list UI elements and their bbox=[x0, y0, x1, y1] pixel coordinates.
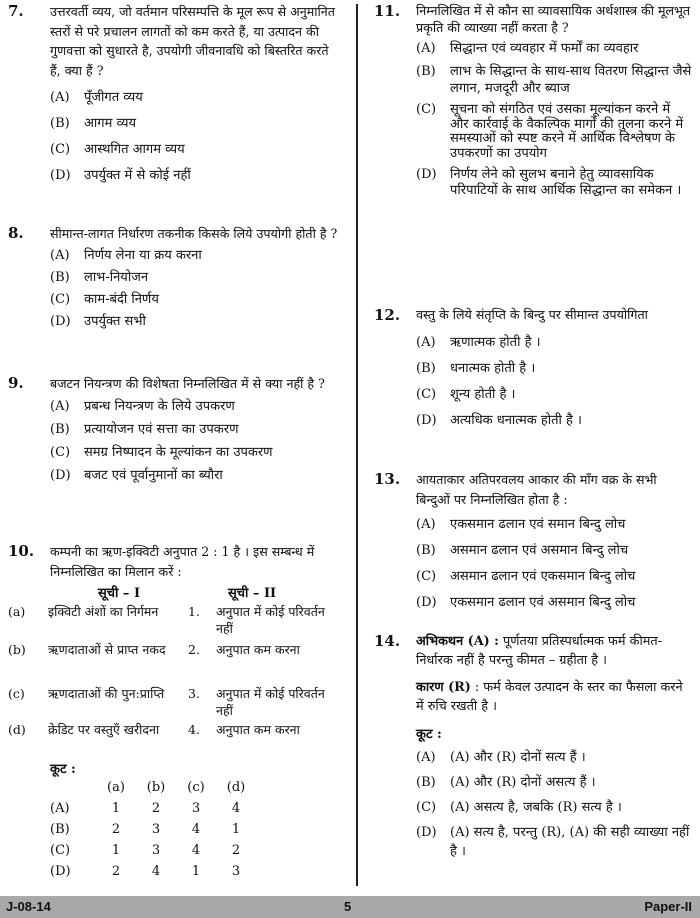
reason-label: कारण (R) bbox=[416, 680, 471, 695]
option-a[interactable]: (A) एकसमान ढलान एवं समान बिन्दु लोच bbox=[416, 517, 626, 532]
list-1-header: सूची – I bbox=[98, 586, 141, 601]
option-d[interactable]: (D) (A) सत्य है, परन्तु (R), (A) की सही व्याख्या नहीं है । bbox=[416, 825, 690, 859]
code-option-a[interactable]: (A) 1 2 3 4 bbox=[50, 801, 241, 816]
option-b[interactable]: (B) असमान ढलान एवं असमान बिन्दु लोच bbox=[416, 543, 629, 558]
column-divider bbox=[356, 4, 358, 886]
paper-label: Paper-II bbox=[644, 899, 692, 914]
option-b[interactable]: (B) लाभ के सिद्धान्त के साथ-साथ वितरण सिद्धान्त जैसे लगान, मजदूरी और ब्याज bbox=[416, 64, 692, 96]
option-a[interactable]: (A) सिद्धान्त एवं व्यवहार में फर्मों का व्यवहार bbox=[416, 41, 639, 56]
option-a[interactable]: (A) निर्णय लेना या क्रय करना bbox=[50, 247, 202, 263]
option-c[interactable]: (C) शून्य होती है । bbox=[416, 387, 516, 402]
option-d[interactable]: (D) एकसमान ढलान एवं असमान बिन्दु लोच bbox=[416, 595, 636, 610]
option-d[interactable]: (D) उपर्युक्त सभी bbox=[50, 313, 146, 329]
match-row: (a) इक्विटी अंशों का निर्गमन 1. अनुपात में कोई परिवर्तन नहीं bbox=[8, 604, 325, 636]
option-d[interactable]: (D) निर्णय लेने को सुलभ बनाने हेतु व्यावसायिक परिपाटियों के साथ आर्थिक सिद्धान्त का समेकन । bbox=[416, 167, 682, 199]
question-number: 14. bbox=[374, 632, 401, 650]
footer-code: J-08-14 bbox=[6, 899, 51, 914]
option-b[interactable]: (B) प्रत्यायोजन एवं सत्ता का उपकरण bbox=[50, 421, 239, 437]
question-text: बजटन नियन्त्रण की विशेषता निम्नलिखित में से क्या नहीं है ? bbox=[50, 376, 325, 391]
code-option-d[interactable]: (D) 2 4 1 3 bbox=[50, 864, 241, 879]
question-14 bbox=[374, 632, 692, 861]
question-number: 13. bbox=[374, 470, 401, 488]
assertion bbox=[416, 632, 692, 670]
question-12 bbox=[374, 306, 692, 430]
code-option-c[interactable]: (C) 1 3 4 2 bbox=[50, 843, 241, 858]
option-a[interactable]: (A) ऋणात्मक होती है । bbox=[416, 335, 541, 350]
option-b[interactable]: (B) आगम व्यय bbox=[50, 116, 137, 131]
option-b[interactable]: (B) (A) और (R) दोनों असत्य हैं । bbox=[416, 775, 596, 790]
question-text: सीमान्त-लागत निर्धारण तकनीक किसके लिये उपयोगी होती है ? bbox=[50, 226, 338, 241]
question-text: वस्तु के लिये संतृप्ति के बिन्दु पर सीमान्त उपयोगिता bbox=[416, 307, 648, 322]
reason-text: : फर्म केवल उत्पादन के स्तर का फैसला करने में रुचि रखती है । bbox=[416, 680, 683, 714]
question-text: कम्पनी का ऋण-इक्विटी अनुपात 2 : 1 है । इस सम्बन्ध में निम्नलिखित का मिलान करें : bbox=[50, 544, 315, 579]
option-d[interactable]: (D) बजट एवं पूर्वानुमानों का ब्यौरा bbox=[50, 467, 223, 483]
option-a[interactable]: (A) (A) और (R) दोनों सत्य हैं । bbox=[416, 750, 586, 765]
option-a[interactable]: (A) पूँजीगत व्यय bbox=[50, 90, 143, 105]
codes-header-row: (a) (b) (c) (d) bbox=[107, 780, 246, 795]
list-2-header: सूची – II bbox=[228, 586, 277, 601]
page-number: 5 bbox=[344, 899, 352, 914]
match-row: (d) क्रेडिट पर वस्तुएँ खरीदना 4. अनुपात कम करना bbox=[8, 722, 300, 737]
codes-label: कूट : bbox=[50, 762, 76, 777]
match-list-headers bbox=[50, 583, 338, 603]
option-c[interactable]: (C) आस्थगित आगम व्यय bbox=[50, 142, 185, 157]
option-d[interactable]: (D) उपर्युक्त में से कोई नहीं bbox=[50, 168, 191, 183]
option-b[interactable]: (B) धनात्मक होती है । bbox=[416, 361, 536, 376]
assertion-label: अभिकथन (A) : bbox=[416, 634, 499, 649]
question-7 bbox=[8, 2, 338, 185]
option-c[interactable]: (C) सूचना को संगठित एवं उसका मूल्यांकन करने में और कार्रवाई के वैकल्पिक मार्गों की तुलना करने में समस्याओं को स्पष्ट करने में आर्थिक विश्लेषण के उपकरणों का उपयोग bbox=[416, 102, 684, 161]
question-number: 9. bbox=[8, 374, 24, 392]
question-11 bbox=[374, 2, 692, 199]
option-b[interactable]: (B) लाभ-नियोजन bbox=[50, 269, 149, 285]
question-number: 11. bbox=[374, 2, 401, 20]
question-13 bbox=[374, 470, 692, 612]
reason bbox=[416, 678, 692, 716]
option-c[interactable]: (C) (A) असत्य है, जबकि (R) सत्य है । bbox=[416, 800, 622, 815]
question-number: 7. bbox=[8, 2, 24, 20]
page-footer bbox=[0, 896, 700, 918]
option-c[interactable]: (C) काम-बंदी निर्णय bbox=[50, 291, 159, 307]
assertion-text: पूर्णतया प्रतिस्पर्धात्मक फर्म कीमत-निर्धारक नहीं है परन्तु कीमत – ग्रहीता है । bbox=[416, 634, 663, 668]
question-number: 10. bbox=[8, 542, 35, 560]
question-10 bbox=[8, 542, 338, 882]
question-text: उत्तरवर्ती व्यय, जो वर्तमान परिसम्पत्ति के मूल रूप से अनुमानित स्तरों से परे प्रचालन लागतों को कम करते हैं, या उत्पादन की गुणवत्ता को सुधारते है, उपयोगी जीवनावधि को बिस्तरित करते हैं, क्या हैं ? bbox=[50, 4, 335, 78]
question-8 bbox=[8, 224, 338, 331]
option-a[interactable]: (A) प्रबन्ध नियन्त्रण के लिये उपकरण bbox=[50, 398, 235, 414]
question-number: 12. bbox=[374, 306, 401, 324]
option-c[interactable]: (C) असमान ढलान एवं एकसमान बिन्दु लोच bbox=[416, 569, 636, 584]
question-number: 8. bbox=[8, 224, 24, 242]
option-d[interactable]: (D) अत्यधिक धनात्मक होती है । bbox=[416, 413, 582, 428]
match-row: (b) ऋणदाताओं से प्राप्त नकद 2. अनुपात कम करना bbox=[8, 642, 300, 657]
code-option-b[interactable]: (B) 2 3 4 1 bbox=[50, 822, 241, 837]
question-text: निम्नलिखित में से कौन सा व्यावसायिक अर्थशास्त्र की मूलभूत प्रकृति की व्याख्या नहीं करता है ? bbox=[416, 3, 691, 35]
codes-label: कूट : bbox=[416, 727, 442, 742]
match-row: (c) ऋणदाताओं की पुन:प्राप्ति 3. अनुपात में कोई परिवर्तन नहीं bbox=[8, 686, 325, 718]
option-c[interactable]: (C) समग्र निष्पादन के मूल्यांकन का उपकरण bbox=[50, 444, 273, 460]
question-9 bbox=[8, 374, 338, 485]
question-text: आयताकार अतिपरवलय आकार की माँग वक्र के सभी बिन्दुओं पर निम्नलिखित होता है : bbox=[416, 472, 657, 507]
codes-table bbox=[50, 777, 256, 882]
